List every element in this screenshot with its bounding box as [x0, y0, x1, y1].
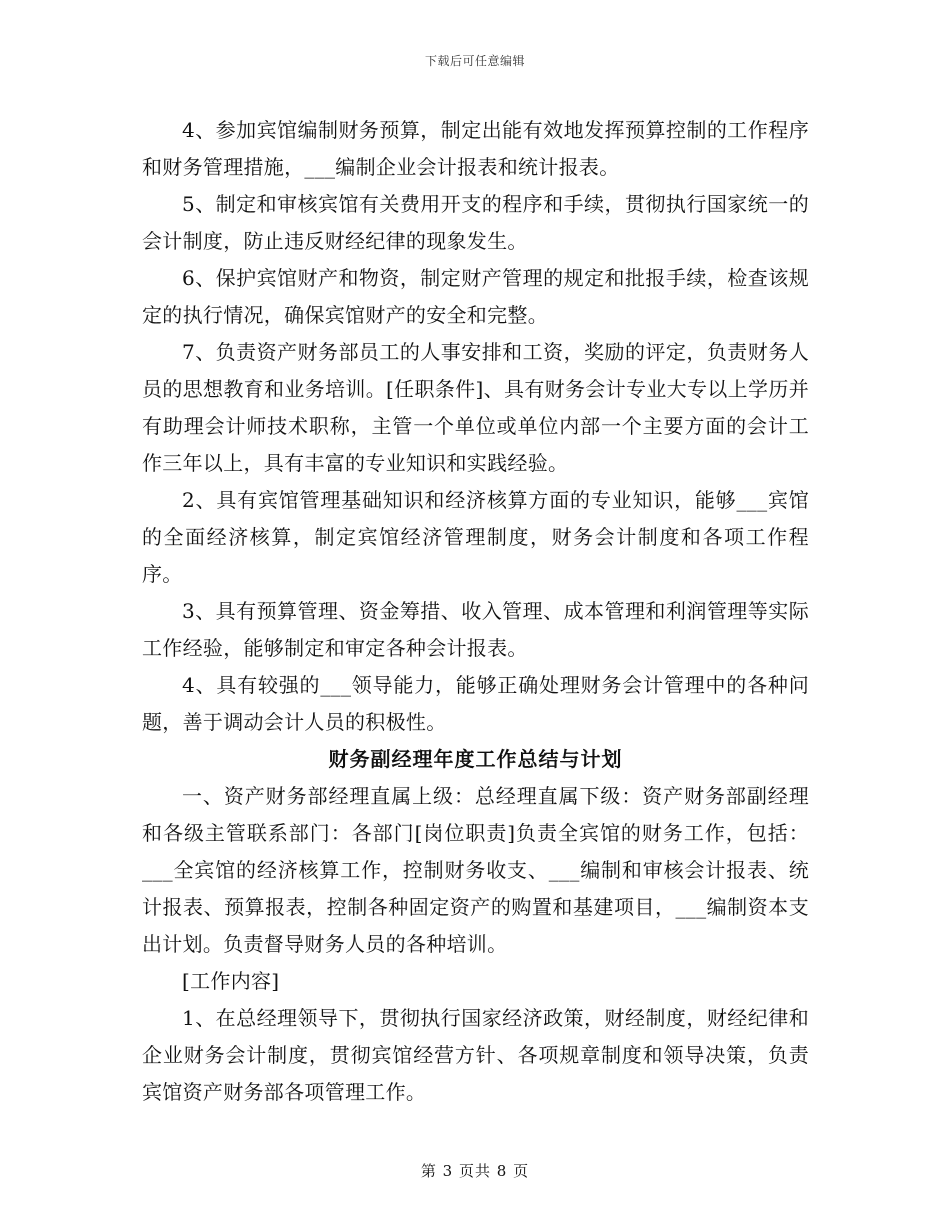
paragraph-requirement-2: 2、具有宾馆管理基础知识和经济核算方面的专业知识，能够___宾馆的全面经济核算，制定宾馆经济管理制度，财务会计制度和各项工作程序。 [142, 488, 809, 586]
paragraph-work-item-1: 1、在总经理领导下，贯彻执行国家经济政策，财经制度，财经纪律和企业财务会计制度，贯彻宾馆经营方针、各项规章制度和领导决策，负责宾馆资产财务部各项管理工作。 [142, 1006, 809, 1104]
paragraph-section-intro: 一、资产财务部经理直属上级：总经理直属下级：资产财务部副经理和各级主管联系部门：各部门[岗位职责]负责全宾馆的财务工作，包括：___全宾馆的经济核算工作，控制财务收支、___编制和审核会计报表、统计报表、预算报表，控制各种固定资产的购置和基建项目，___编制资本支出计划。负责督导财务人员的各种培训。 [142, 784, 809, 956]
page-header: 下载后可任意编辑 [424, 54, 525, 68]
paragraph-work-content-heading: [工作内容] [182, 969, 280, 993]
paragraph-item-7-personnel: 7、负责资产财务部员工的人事安排和工资，奖励的评定，负责财务人员的思想教育和业务培训。[任职条件]、具有财务会计专业大专以上学历并有助理会计师技术职称，主管一个单位或单位内部一个主要方面的会计工作三年以上，具有丰富的专业知识和实践经验。 [142, 340, 809, 475]
paragraph-requirement-4: 4、具有较强的___领导能力，能够正确处理财务会计管理中的各种问题，善于调动会计人员的积极性。 [142, 673, 809, 734]
document-body [142, 112, 809, 1111]
paragraph-item-5-expenses: 5、制定和审核宾馆有关费用开支的程序和手续，贯彻执行国家统一的会计制度，防止违反财经纪律的现象发生。 [142, 192, 809, 253]
paragraph-item-6-assets: 6、保护宾馆财产和物资，制定财产管理的规定和批报手续，检查该规定的执行情况，确保宾馆财产的安全和完整。 [142, 266, 809, 327]
paragraph-requirement-3: 3、具有预算管理、资金筹措、收入管理、成本管理和利润管理等实际工作经验，能够制定和审定各种会计报表。 [142, 599, 809, 660]
page-number: 第 3 页共 8 页 [420, 1162, 530, 1180]
paragraph-item-4-budget: 4、参加宾馆编制财务预算，制定出能有效地发挥预算控制的工作程序和财务管理措施，___编制企业会计报表和统计报表。 [142, 118, 809, 179]
section-title: 财务副经理年度工作总结与计划 [328, 747, 623, 771]
